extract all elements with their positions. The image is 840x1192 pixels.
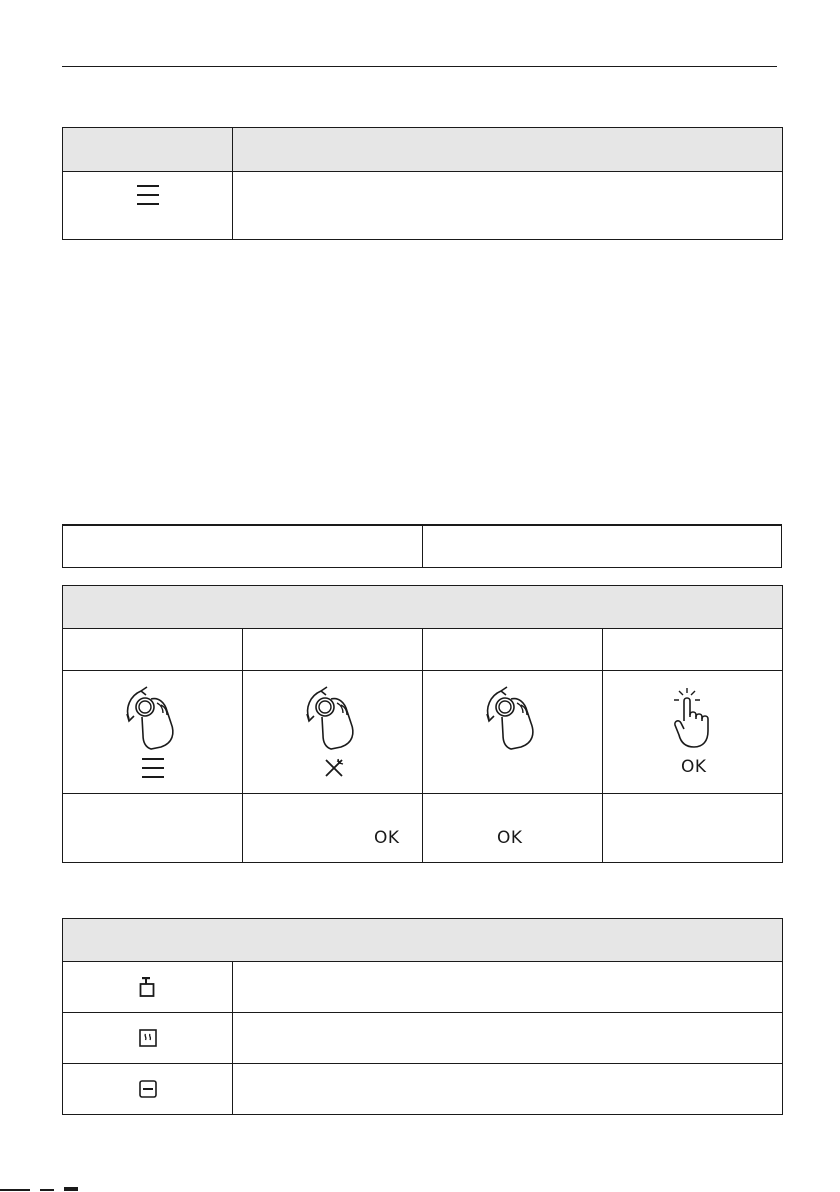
blank-table-cell-left	[63, 526, 423, 567]
menu-table-header-symbol	[63, 128, 233, 172]
function-desc	[233, 1064, 783, 1115]
menu-table-icon-cell	[63, 172, 233, 240]
step-3-desc-cell	[423, 794, 603, 863]
steam-box-icon	[138, 1028, 158, 1048]
rotate-knob-icon	[121, 683, 185, 751]
step-header-3	[423, 629, 603, 671]
function-icon-cell	[63, 962, 233, 1013]
steps-header-row	[63, 629, 783, 671]
step-header-4	[603, 629, 783, 671]
step-4-desc-cell	[603, 794, 783, 863]
step-header-2	[243, 629, 423, 671]
steps-title-row	[63, 586, 783, 629]
cutlery-icon	[323, 757, 345, 779]
blank-table	[62, 524, 782, 568]
menu-table-header-row	[63, 128, 783, 172]
blank-table-cell-right	[423, 526, 781, 567]
rotate-knob-icon	[301, 683, 365, 751]
step-3-icon-cell	[423, 671, 603, 794]
steps-icon-row	[63, 671, 783, 794]
steps-table	[62, 585, 783, 863]
menu-table-row	[63, 172, 783, 240]
menu-lines-icon	[141, 757, 165, 779]
footer-fragment-mark	[0, 1189, 30, 1191]
functions-table	[62, 918, 783, 1115]
step-header-1	[63, 629, 243, 671]
footer-fragment-mark	[40, 1189, 54, 1191]
step-1-desc-cell	[63, 794, 243, 863]
pot-lid-icon	[138, 976, 158, 998]
function-desc	[233, 1013, 783, 1064]
step-2-ok-label: OK	[374, 828, 400, 848]
function-desc	[233, 962, 783, 1013]
function-row	[63, 1013, 783, 1064]
function-row	[63, 1064, 783, 1115]
functions-title	[63, 919, 783, 962]
step-2-icon-cell	[243, 671, 423, 794]
steps-desc-row	[63, 794, 783, 863]
menu-symbol-table	[62, 127, 783, 240]
steps-title	[63, 586, 783, 629]
step-4-icon-cell	[603, 671, 783, 794]
function-row	[63, 962, 783, 1013]
menu-table-header-description	[233, 128, 783, 172]
top-rule	[62, 66, 777, 67]
press-finger-icon	[669, 687, 713, 749]
step-2-desc-cell	[243, 794, 423, 863]
footer-fragment	[0, 1186, 120, 1192]
function-icon-cell	[63, 1013, 233, 1064]
step-1-icon-cell	[63, 671, 243, 794]
step-3-ok-label: OK	[497, 828, 523, 848]
menu-lines-icon	[136, 184, 160, 206]
minus-box-icon	[138, 1079, 158, 1099]
rotate-knob-icon	[481, 683, 545, 751]
step-4-ok-symbol: OK	[681, 757, 707, 777]
footer-fragment-mark	[64, 1187, 78, 1191]
menu-table-description-cell	[233, 172, 783, 240]
functions-title-row	[63, 919, 783, 962]
function-icon-cell	[63, 1064, 233, 1115]
